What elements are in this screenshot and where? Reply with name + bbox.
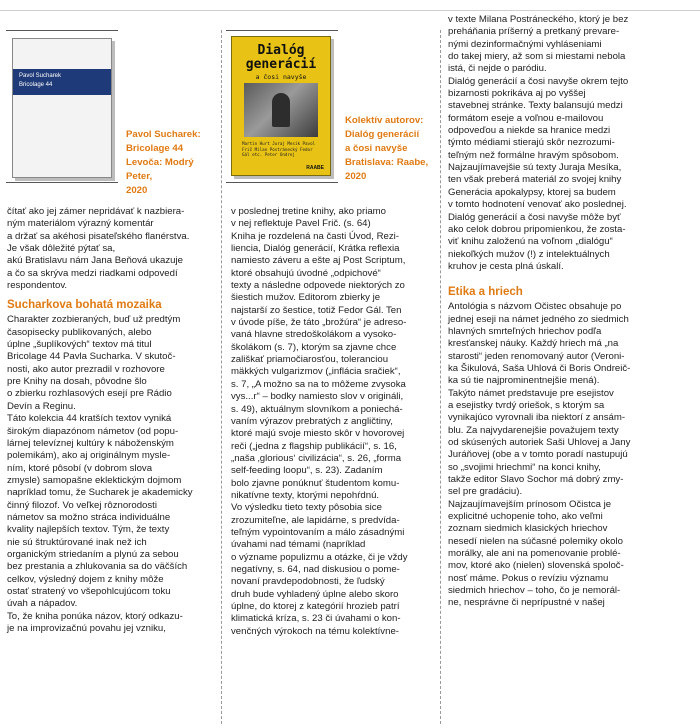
text-line: namiesto záveru a ešte aj Post Scriptum,	[231, 255, 406, 267]
text-line: sel pre gradáciu).	[448, 486, 523, 498]
caption-publisher: Levoča: Modrý Peter,	[126, 157, 194, 182]
text-line: do takej miery, až som si miestami nebola	[448, 51, 626, 63]
cover-photo	[244, 83, 318, 137]
section-heading-sucharek: Sucharkova bohatá mozaika	[7, 299, 162, 312]
text-line: celkov, výsledný dojem z knihy môže	[7, 573, 164, 585]
text-line: nesedí nielen na súčasné polemiky okolo	[448, 535, 623, 547]
text-line: v poslednej tretine knihy, ako priamo	[231, 206, 387, 217]
text-line: bez prestania a zhlukovania sa do väčších	[7, 561, 188, 573]
text-line: Charakter zozbieraných, buď už predtým	[7, 314, 181, 326]
text-line: Takýto námet predstavuje pre esejistov	[448, 387, 614, 399]
col1-paragraph-intro	[7, 206, 217, 292]
text-line: bolo zjavne ponúknuť študentom komu-	[231, 477, 400, 489]
text-line: Devín a Reginu.	[7, 400, 76, 412]
text-line: je na improvizačnú povahu jej vzniku,	[7, 623, 166, 634]
text-line: venčných výrokoch na tému kolektívne-	[231, 625, 399, 637]
text-line: zrozumiteľne, ale lapidárne, s predvída-	[231, 514, 400, 526]
caption-publisher: Bratislava: Raabe,	[345, 157, 429, 168]
text-line: kresťanskej náuky. Každý hriech má „na	[448, 338, 619, 350]
cover-title-line-1: Dialóg	[257, 43, 305, 58]
text-line: šiestich mužov. Editorom zbierky je	[231, 292, 381, 304]
text-line: so „svojimi hriechmi“ na konci knihy,	[448, 461, 601, 473]
col3-paragraph-ocistec	[448, 301, 696, 610]
text-line: druh bude vyhladený úplne alebo skoro	[231, 588, 399, 600]
text-line: Je však dôležité pýtať sa,	[7, 243, 116, 255]
text-line: texty a následne odpovede niektorých zo	[231, 280, 405, 292]
text-line: úvah a nápadov.	[7, 598, 78, 610]
text-line: ka sú tie najprominentnejšie mená).	[448, 375, 600, 387]
text-line: nosti, ako autor prezradil v rozhovore	[7, 363, 165, 375]
text-line: novaní pravdepodobnosti, že ľudský	[231, 576, 385, 588]
text-line: lárnej televíznej kultúry k náboženským	[7, 437, 174, 449]
text-line: úvahami nad témami (napríklad	[231, 539, 366, 551]
text-line: preháňania príšerný a pretkaný prevare-	[448, 26, 620, 38]
top-rule	[0, 10, 700, 11]
text-line: zmysle) samopašne eklektickým dojmom	[7, 474, 182, 486]
text-line: Kniha je rozdelená na časti Úvod, Rezi-	[231, 230, 399, 242]
text-line: respondentov.	[7, 280, 68, 292]
cover-title-line-2: generácií	[245, 57, 317, 72]
book-stack-line	[226, 30, 338, 31]
text-line: v tomto hodnotení venovať ako poslednej.	[448, 199, 627, 211]
text-line: Najzaujímavejším prínosom Očistca je	[448, 498, 612, 510]
book-stack-line	[226, 182, 338, 183]
text-line: a esejistky tvrdý oriešok, s ktorým sa	[448, 399, 605, 411]
text-line: „naša ‚glorious‘ civilizácia“, s. 26, „forma	[231, 452, 402, 464]
text-line: o zbierku rozhlasových esejí pre Rádio	[7, 388, 172, 400]
text-line: a držať sa akéhosi pisateľského flanérstva.	[7, 230, 190, 242]
book-caption-1	[126, 128, 221, 198]
text-line: vys...r“ – bodky namiesto slov v origináli,	[231, 391, 404, 403]
text-line: viť knihu založenú na voľnom „dialógu“	[448, 236, 613, 248]
text-line: formátom eseje a voľnou e-mailovou	[448, 112, 604, 124]
book-caption-2	[345, 114, 440, 184]
text-line: širokým diapazónom námetov (od popu-	[7, 425, 179, 437]
text-line: Najzaujímavejšie sú texty Juraja Mesíka,	[448, 162, 622, 174]
text-line: ne, nesprávne či neprípustné v našej	[448, 597, 605, 609]
cover-title: Bricolage 44	[19, 82, 53, 88]
column-separator-left	[221, 30, 222, 724]
text-line: od skúsených autoriek Saši Uhlovej a Jany	[448, 437, 631, 448]
text-line: starosti“ jeden renomovaný autor (Veroni-	[448, 350, 625, 362]
text-line: časopisecky publikovaných, alebo	[7, 326, 152, 338]
text-line: námetov sa možno stráca individuálne	[7, 511, 171, 523]
text-line: v úvode píše, že táto „brožúra“ je adreso-	[231, 317, 407, 329]
text-line: klimatická kríza, s. 23 či úvahami o kon-	[231, 613, 401, 625]
text-line: negatívny, s. 64, nad diskusiou o pome-	[231, 563, 400, 575]
text-line: v nej reflektuje Pavel Frič. (s. 64)	[231, 218, 371, 230]
text-line: zoznam siedmich klasických hriechov	[448, 523, 608, 535]
cover-author: Pavol Sucharek	[19, 73, 62, 79]
text-line: Antológia s názvom Očistec obsahuje po	[448, 301, 622, 313]
text-line: Táto kolekcia 44 kratších textov vyniká	[7, 413, 172, 425]
cover-band	[13, 69, 111, 95]
text-line: hlavných smrteľných hriechov podľa	[448, 325, 602, 337]
col1-paragraph-sucharek	[7, 314, 217, 635]
caption-year: 2020	[126, 185, 148, 196]
text-line: siedmich hriechov – toho, čo je nemorál-	[448, 585, 621, 597]
cover-photo-figure	[272, 93, 290, 127]
text-line: istá, či nejde o paródiu.	[448, 63, 547, 75]
caption-author: Pavol Sucharek:	[126, 129, 201, 140]
caption-title: Bricolage 44	[126, 143, 184, 154]
text-line: nikatívne texty, ktorými nepohŕdnú.	[231, 489, 380, 501]
text-line: ktoré obsahujú úvodné „odpichové“	[231, 267, 381, 279]
text-line: jednej eseji na námet jedného zo siedmich	[448, 313, 629, 325]
text-line: ka Šikulová, Saša Uhlová či Boris Ondreič-	[448, 362, 631, 374]
text-line: bizarnosti pokrikáva aj po vyššej	[448, 88, 586, 100]
text-line: úplne, do ktorej z kategórií hrozieb patrí	[231, 601, 400, 612]
text-line: kvality najlepších textov. Tým, že texty	[7, 524, 170, 536]
text-line: Dialóg generácií a čosi navyše môže byť	[448, 211, 621, 223]
text-line: morálky, ale ani na pomenovanie problé-	[448, 548, 621, 560]
text-line: stavebnej stránke. Textу balansujú medzi	[448, 100, 623, 112]
book-cover-bricolage	[12, 38, 112, 178]
text-line: nie sú štruktúrované inak než ich	[7, 536, 147, 548]
book-stack-line	[6, 30, 118, 31]
text-line: úplne „šuplíkových“ textov má titul	[7, 339, 152, 351]
text-line: ným materiálom výrazný komentár	[7, 218, 154, 230]
text-line: v texte Milana Postráneckého, ktorý je bez	[448, 14, 629, 25]
text-line: činný filozof. Vo veľkej rôznorodosti	[7, 499, 157, 511]
text-line: mäkkých vulgarizmov („inflácia sračiek“,	[231, 366, 401, 378]
text-line: Bricolage 44 Pavla Sucharka. V skutoč-	[7, 351, 176, 363]
cover-authors: Martin Hurt Juraj Mesík Pavol Frič Milan Postránecký Fedor Gál etc. Peter Ondrej	[242, 141, 316, 158]
text-line: napríklad tomu, že Sucharek je akademicky	[7, 487, 193, 499]
text-line: kruhov je cesta plná úskalí.	[448, 260, 564, 272]
caption-title: Dialóg generácií	[345, 129, 420, 140]
text-line: Vo výsledku tieto texty pôsobia sice	[231, 502, 382, 514]
column-2	[231, 206, 441, 638]
text-line: ktoré majú svoje miesto skôr v hovorovej	[231, 428, 405, 440]
book-stack-line	[6, 182, 118, 183]
text-line: niekoľkých mužov (!) z intelektuálnych	[448, 248, 610, 260]
text-line: self-feeding loopu“, s. 23). Zadaním	[231, 465, 383, 477]
text-line: organickým striedaním a plynú za sebou	[7, 548, 179, 560]
text-line: školákom (s. 7), ktorým sa zjavne chce	[231, 341, 397, 353]
column-1	[7, 206, 217, 635]
text-line: zališkať priamočiarosťou, toleranciou	[231, 354, 389, 366]
text-line: vynikajúco vyrovnali iba niektorí z ansám-	[448, 412, 626, 424]
text-line: ako celok dobrou pripomienkou, že zosta-	[448, 223, 626, 235]
column-3	[448, 14, 696, 610]
text-line: nosť máme. Pokus o revíziu významu	[448, 572, 609, 584]
text-line: blu. Za najvydarenejšie považujem texty	[448, 424, 619, 436]
text-line: a čo sa skrýva medzi riadkami odpovedí	[7, 267, 178, 279]
col3-paragraph-dialog	[448, 14, 696, 273]
text-line: Juráňovej (obe a v tomto poradí nastupujú	[448, 449, 628, 461]
text-line: ostať stratený vo všepohlcujúcom toku	[7, 585, 171, 597]
text-line: pre Knihy na dosah, pôvodne šlo	[7, 376, 147, 388]
text-line: mov, ktoré ako (nielen) slovenská spoloč-	[448, 560, 624, 572]
text-line: odpoveďou a niekde sa hranice medzi	[448, 125, 611, 137]
caption-year: 2020	[345, 171, 367, 182]
text-line: Dialóg generácií a čosi navyše okrem tejto	[448, 75, 629, 87]
text-line: ním, ktoré pôsobí (v dobrom slova	[7, 462, 153, 474]
text-line: s. 49), aktuálnym slovníkom a poniechá-	[231, 403, 403, 415]
text-line: reči („jedna z flagship publikácií“, s. 16,	[231, 440, 397, 452]
text-line: najstarší zo šestice, totiž Fedor Gál. Ten	[231, 304, 402, 316]
text-line: ten však preberá materiál zo svojej knihy	[448, 174, 622, 186]
cover-publisher-logo: RAABE	[306, 165, 324, 171]
text-line: liencia, Dialóg generácií, Krátka reflexia	[231, 243, 400, 255]
text-line: teľným než formálne hravým spôsobom.	[448, 149, 619, 161]
section-heading-etika: Etika a hriech	[448, 286, 523, 299]
text-line: To, že kniha ponúka názov, ktorý odkazu-	[7, 610, 183, 622]
text-line: takže editor Slavo Sochor má dobrý zmy-	[448, 474, 624, 486]
text-line: týmto médiami stierajú skôr nezrozumi-	[448, 137, 615, 149]
text-line: o významе populizmu a otázke, či je vždy	[231, 551, 408, 563]
text-line: čítať ako jej zámer nepridávať k nazbiera-	[7, 206, 185, 217]
book-cover-dialog-generacii	[231, 36, 331, 176]
text-line: Generácia apokalypsy, ktorej sa budem	[448, 186, 616, 198]
text-line: nými dezinformačnými vyhláseniami	[448, 38, 602, 50]
text-line: explicitné uchopenie toho, ako veľmi	[448, 511, 603, 523]
cover-subtitle: a čosi navyše	[255, 73, 307, 81]
text-line: s. 7, „A možno sa na to môžeme zvysoka	[231, 378, 406, 390]
caption-author: Kolektív autorov:	[345, 115, 424, 126]
text-line: vaním výrazov prebratých z angličtiny,	[231, 415, 393, 427]
caption-title-cont: a čosi navyše	[345, 143, 408, 154]
text-line: polemikám), ako aj originálnym mysle-	[7, 450, 171, 462]
text-line: akú Bratislavu nám Jana Beňová ukazuje	[7, 255, 183, 267]
text-line: vaná hlavne stredoškolákom a vysoko-	[231, 329, 397, 341]
text-line: teľným vypointovaním a málo zásadnými	[231, 526, 405, 538]
